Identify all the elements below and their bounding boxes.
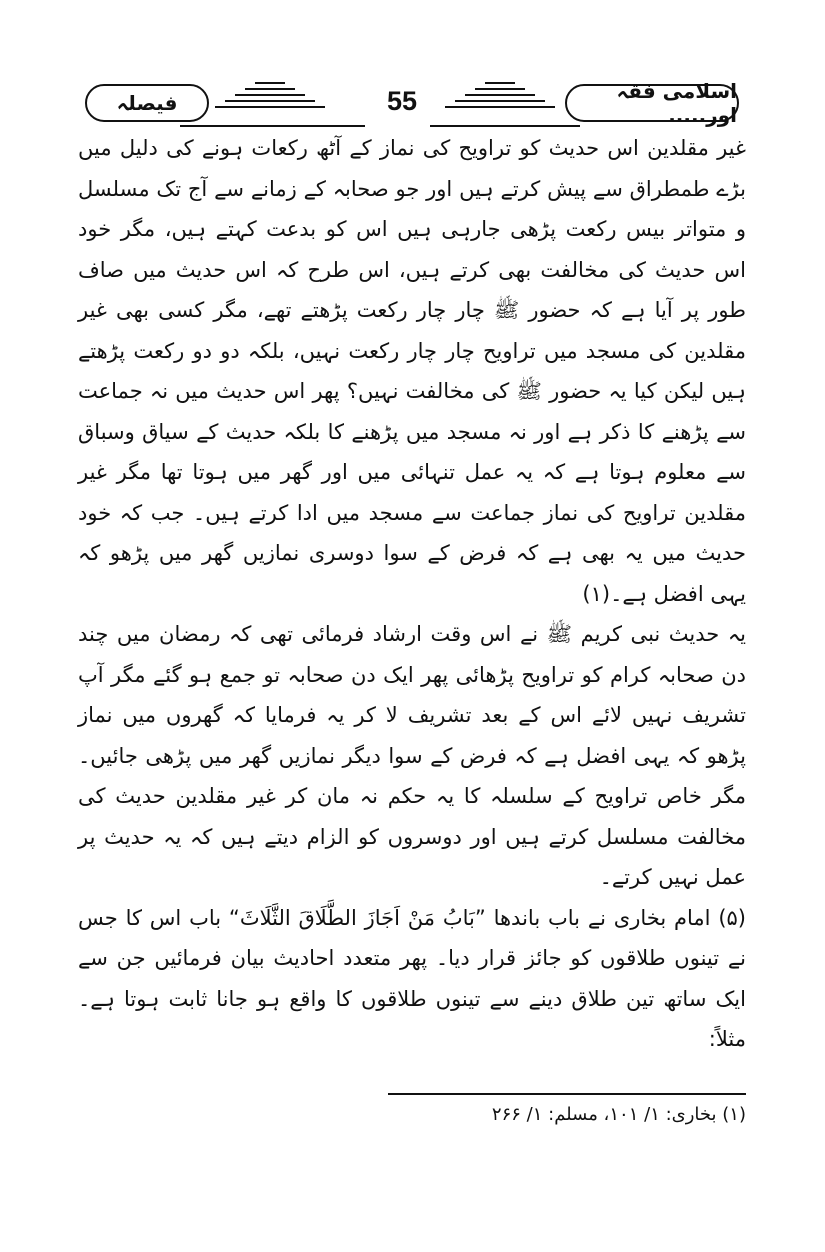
paragraph-1: غیر مقلدین اس حدیث کو تراویح کی نماز کے آٹھ رکعات ہونے کی دلیل میں بڑے طمطراق سے پیش کرتے ہیں اور جو صحابہ کے زمانے سے آج تک مسلسل و متواتر بیس رکعت پڑھی جارہی ہیں اس کو بدعت کہتے ہیں، مگر خود اس حدیث کی مخالفت بھی کرتے ہیں، اس طرح کہ اس حدیث میں صاف طور پر آیا ہے کہ حضور ﷺ چار چار رکعت پڑھتے تھے، مگر کسی بھی غیر مقلدین کی مسجد میں تراویح چار چار رکعت نہیں، بلکہ دو دو رکعت پڑھتے ہیں لیکن کیا یہ حضور ﷺ کی مخالفت نہیں؟ پھر اس حدیث میں نہ جماعت سے پڑھنے کا ذکر ہے اور نہ مسجد میں پڑھنے کا بلکہ حدیث کے سیاق وسباق سے معلوم ہوتا ہے کہ یہ عمل تنہائی میں اور گھر میں ہوتا تھا مگر غیر مقلدین تراویح کی نماز جماعت سے مسجد میں ادا کرتے ہیں۔ جب کہ خود حدیث میں یہ بھی ہے کہ فرض کے سوا دوسری نمازیں گھر میں پڑھو کہ یہی افضل ہے۔(۱) bbox=[78, 136, 746, 606]
page-number: 55 bbox=[386, 86, 418, 116]
page-body bbox=[78, 128, 746, 1060]
footnote-divider bbox=[388, 1093, 746, 1095]
decorative-lines-right bbox=[440, 80, 560, 116]
header-rule-right bbox=[430, 125, 580, 127]
paragraph-3: (۵) امام بخاری نے باب باندھا ”بَابُ مَنْ اَجَازَ الطَّلَاقَ الثَّلَاثَ“ باب اس کا جس نے تینوں طلاقوں کو جائز قرار دیا۔ پھر متعدد احادیث بیان فرمائیں جن سے ایک ساتھ تین طلاق دینے سے تینوں طلاقوں کا واقع ہو جانا ثابت ہوتا ہے۔ مثلاً: bbox=[78, 905, 746, 1051]
paragraph-2: یہ حدیث نبی کریم ﷺ نے اس وقت ارشاد فرمائی تھی کہ رمضان میں چند دن صحابہ کرام کو تراویح پڑھائی پھر ایک دن صحابہ تو جمع ہو گئے مگر آپ تشریف نہیں لائے اس کے بعد تشریف لا کر یہ فرمایا کہ گھروں میں نماز پڑھو کہ یہی افضل ہے کہ فرض کے سوا دیگر نمازیں گھر میں پڑھی جائیں۔ مگر خاص تراویح کے سلسلہ کا یہ حکم نہ مان کر غیر مقلدین حدیث کی مخالفت مسلسل کرتے ہیں اور دوسروں کو الزام دیتے ہیں کہ یہ حدیث پر عمل نہیں کرتے۔ bbox=[78, 622, 746, 889]
footnote: (۱) بخاری: ۱/ ۱۰۱، مسلم: ۱/ ۲۶۶ bbox=[491, 1104, 746, 1125]
decorative-lines-left bbox=[210, 80, 330, 116]
book-title-badge: فیصلہ bbox=[85, 84, 209, 122]
header-rule-left bbox=[180, 125, 365, 127]
chapter-title-badge: اسلامی فقہ اور..... bbox=[565, 84, 739, 122]
